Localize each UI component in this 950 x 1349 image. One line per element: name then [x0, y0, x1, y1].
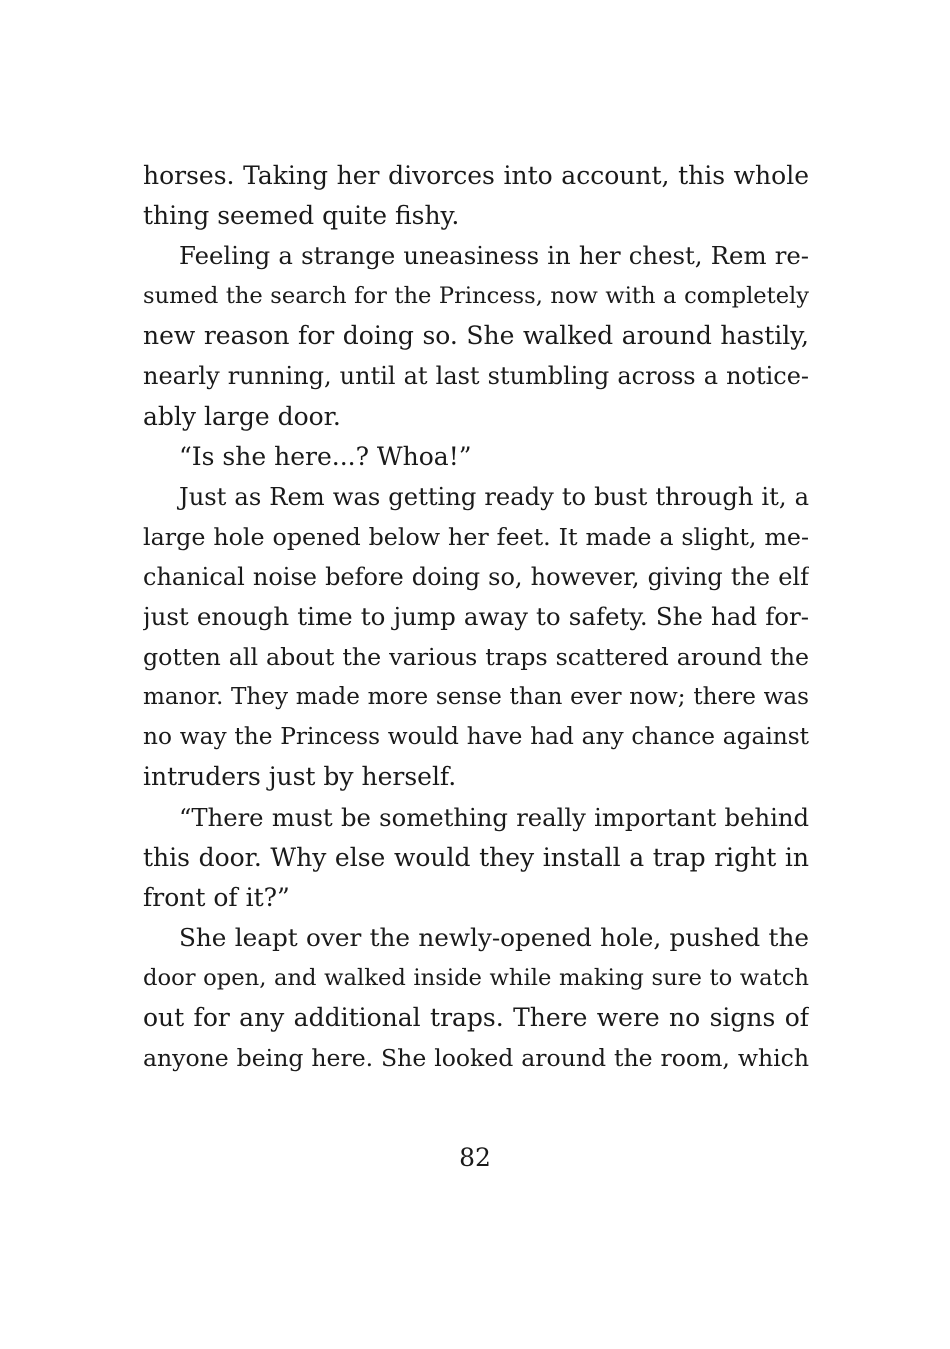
page-number: 82 — [459, 1143, 491, 1172]
text-line: this door. Why else would they install a trap right in — [143, 842, 809, 872]
text-line: intruders just by herself. — [143, 762, 457, 792]
paragraph-first-line: “There must be something really important behind — [179, 802, 809, 832]
text-line: horses. Taking her divorces into account, this whole — [143, 161, 809, 190]
text-line: front of it?” — [143, 882, 290, 912]
text-line: nearly running, until at last stumbling across a notice- — [143, 362, 809, 391]
text-line: ably large door. — [143, 401, 341, 431]
body-text — [143, 156, 809, 1078]
text-line: no way the Princess would have had any chance against — [143, 723, 809, 751]
text-line: just enough time to jump away to safety. She had for- — [143, 602, 809, 632]
text-line: chanical noise before doing so, however, giving the elf — [143, 562, 809, 591]
paragraph-first-line: Feeling a strange uneasiness in her chest, Rem re- — [179, 241, 809, 271]
text-line: door open, and walked inside while making sure to watch — [143, 964, 809, 991]
text-line: large hole opened below her feet. It made a slight, me- — [143, 522, 809, 551]
text-line: thing seemed quite fishy. — [143, 201, 460, 231]
text-line: sumed the search for the Princess, now with a completely — [143, 283, 809, 310]
text-line: new reason for doing so. She walked around hastily, — [143, 321, 809, 351]
text-line: gotten all about the various traps scattered around the — [143, 643, 809, 672]
paragraph-first-line: Just as Rem was getting ready to bust through it, a — [179, 482, 809, 511]
text-line: out for any additional traps. There were no signs of — [143, 1002, 809, 1032]
paragraph-first-line: She leapt over the newly-opened hole, pushed the — [179, 922, 809, 952]
paragraph-first-line: “Is she here...? Whoa!” — [179, 441, 472, 471]
text-line: manor. They made more sense than ever now; there was — [143, 684, 809, 711]
text-line: anyone being here. She looked around the room, which — [143, 1044, 809, 1073]
